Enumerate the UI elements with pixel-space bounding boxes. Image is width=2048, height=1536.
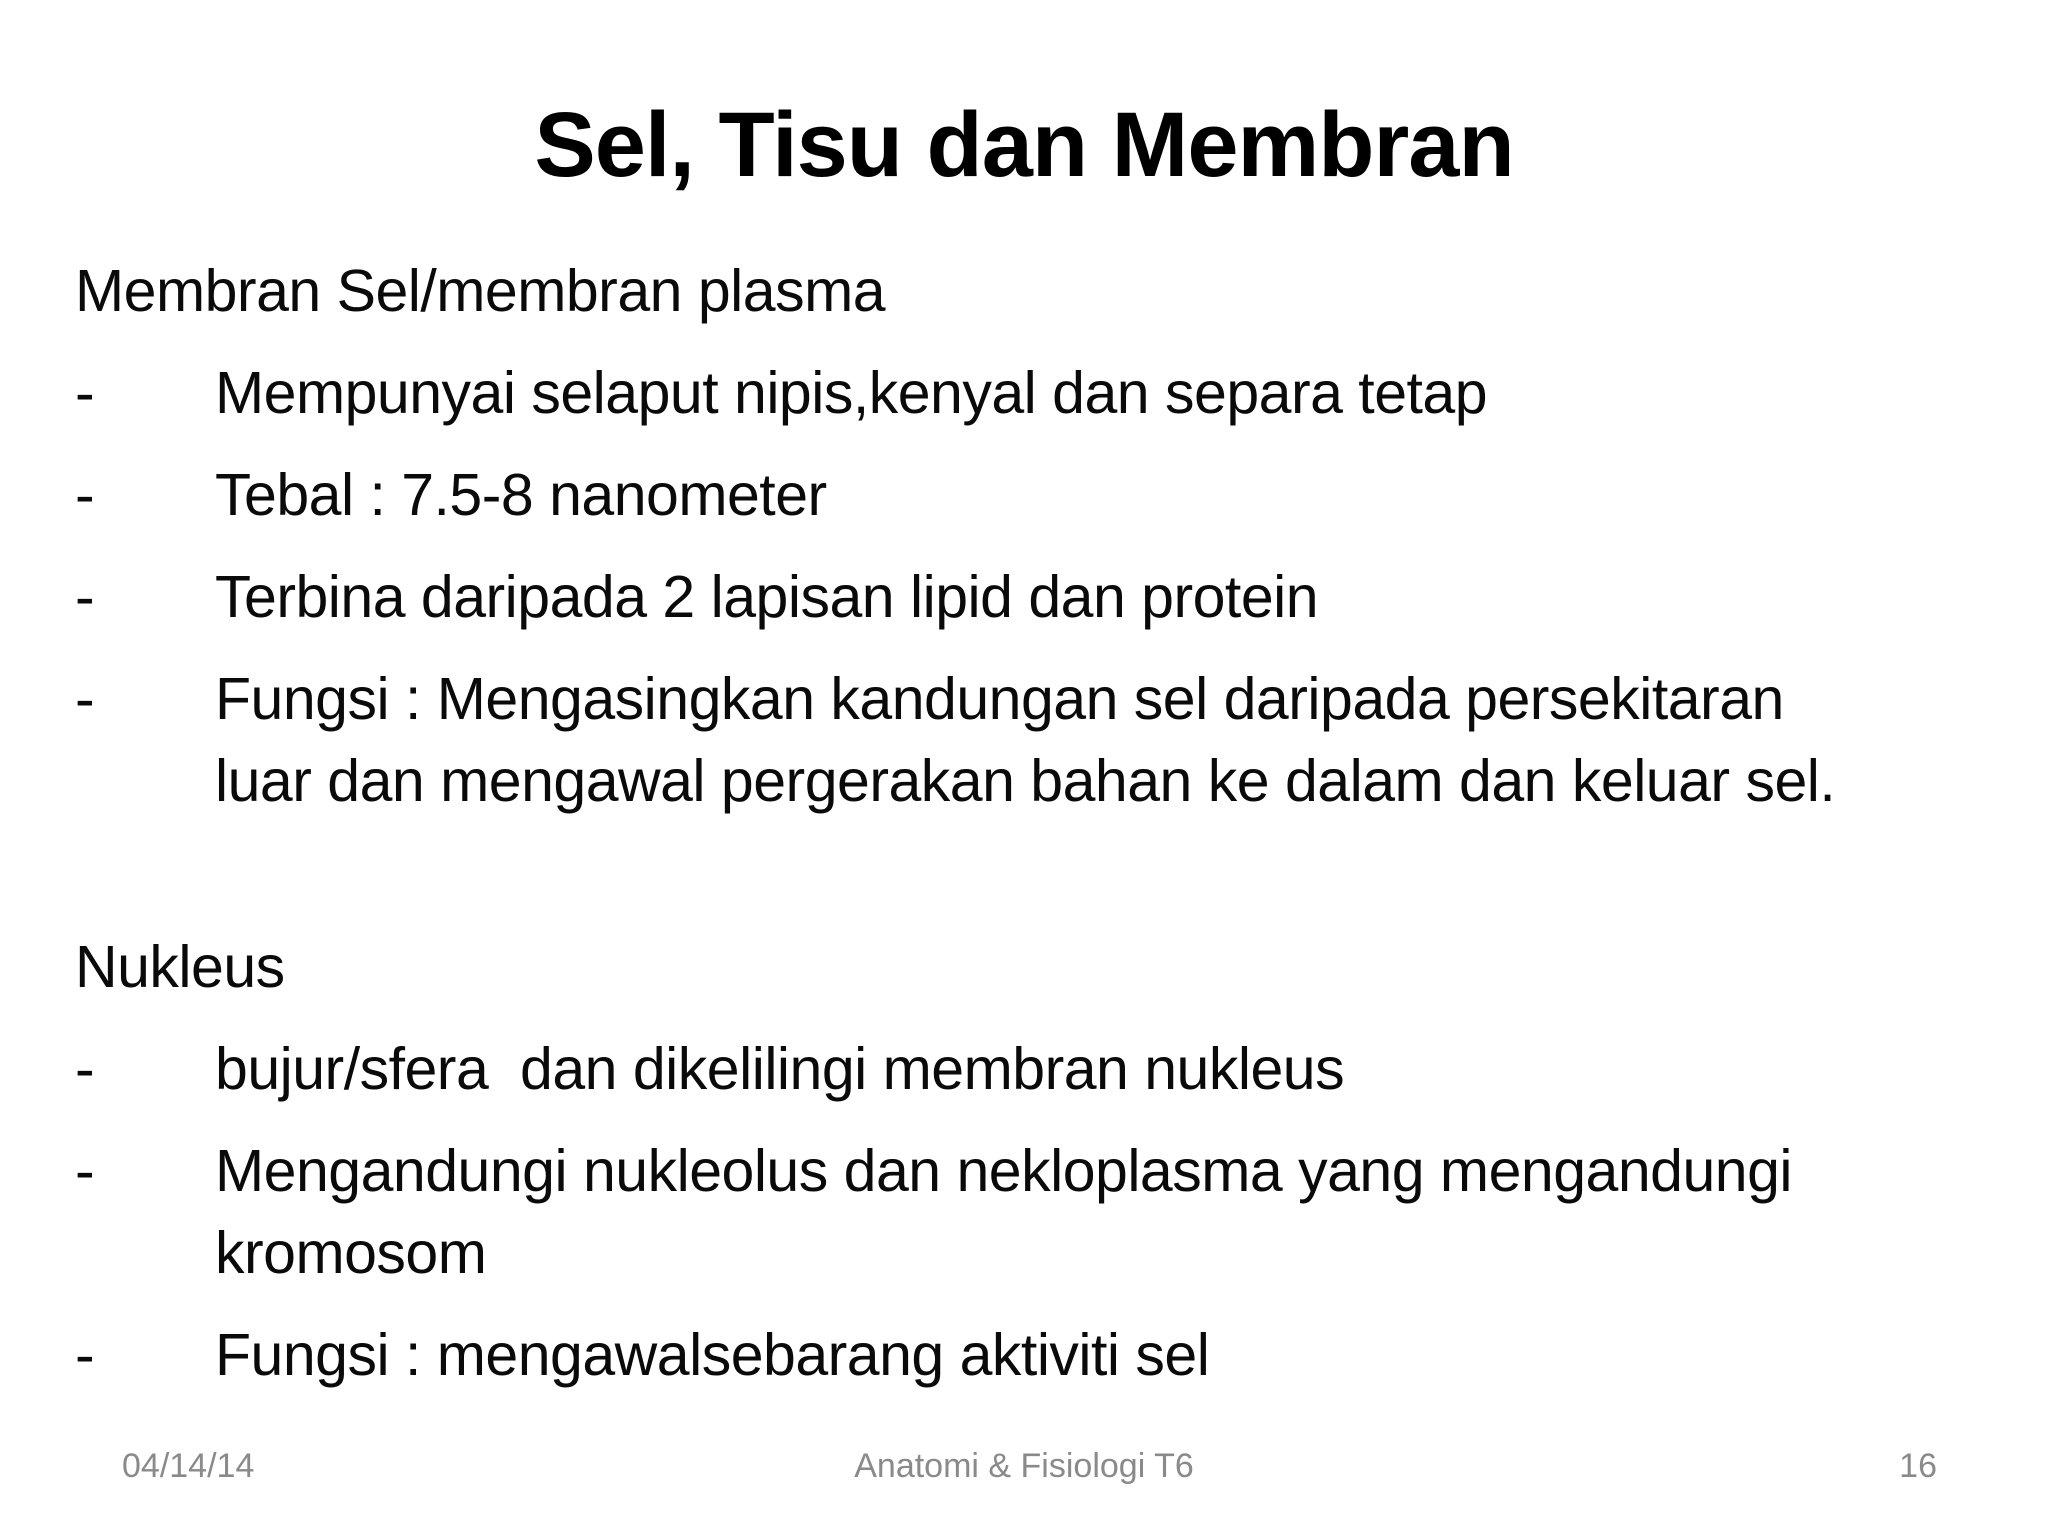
bullet-item bbox=[75, 1130, 1995, 1294]
bullet-line: Mengandungi nukleolus dan nekloplasma yang mengandungi bbox=[215, 1138, 1793, 1204]
bullet-dash: - bbox=[75, 1036, 95, 1102]
bullet-item bbox=[75, 1028, 1995, 1110]
bullet-dash: - bbox=[75, 666, 95, 732]
section-heading-membran-sel: Membran Sel/membran plasma bbox=[75, 258, 886, 324]
bullet-line: Fungsi : mengawalsebarang aktiviti sel bbox=[215, 1322, 1210, 1388]
section-spacer bbox=[75, 822, 1995, 906]
bullet-item bbox=[75, 352, 1995, 434]
bullet-line: Fungsi : Mengasingkan kandungan sel daripada persekitaran bbox=[215, 666, 1784, 732]
slide-footer bbox=[0, 1448, 2048, 1488]
bullet-line: luar dan mengawal pergerakan bahan ke dalam dan keluar sel. bbox=[215, 748, 1836, 814]
section-heading-nukleus: Nukleus bbox=[75, 934, 285, 1000]
slide-body-text bbox=[75, 250, 1995, 1396]
footer-page-number: 16 bbox=[1899, 1447, 1937, 1485]
slide-title: Sel, Tisu dan Membran bbox=[534, 94, 1514, 196]
bullet-dash: - bbox=[75, 564, 95, 630]
bullet-item bbox=[75, 454, 1995, 536]
bullet-dash: - bbox=[75, 462, 95, 528]
bullet-line: Terbina daripada 2 lapisan lipid dan protein bbox=[215, 564, 1319, 630]
bullet-item bbox=[75, 658, 1995, 822]
bullet-item bbox=[75, 1314, 1995, 1396]
bullet-dash: - bbox=[75, 1322, 95, 1388]
footer-course-label: Anatomi & Fisiologi T6 bbox=[854, 1447, 1194, 1485]
bullet-line: bujur/sfera dan dikelilingi membran nukleus bbox=[215, 1036, 1345, 1102]
bullet-dash: - bbox=[75, 1138, 95, 1204]
bullet-line: kromosom bbox=[215, 1220, 487, 1286]
footer-date: 04/14/14 bbox=[122, 1447, 255, 1485]
bullet-line: Tebal : 7.5-8 nanometer bbox=[215, 462, 827, 528]
bullet-line: Mempunyai selaput nipis,kenyal dan separa tetap bbox=[215, 360, 1488, 426]
bullet-item bbox=[75, 556, 1995, 638]
bullet-dash: - bbox=[75, 360, 95, 426]
